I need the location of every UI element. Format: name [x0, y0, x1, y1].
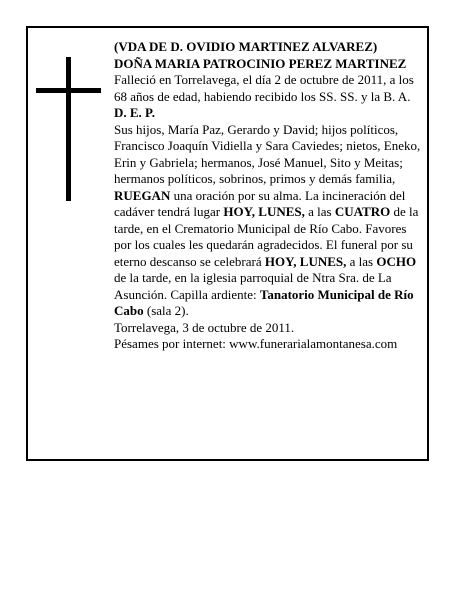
obituary-notice	[26, 26, 429, 461]
request-text-5: de la tarde, en la iglesia parroquial de Ntra Sra. de La Asunción. Capilla ardiente:	[114, 270, 392, 302]
condolences-line: Pésames por internet: www.funerarialamontanesa.com	[114, 336, 398, 351]
request-text-1: una oración por su alma. La incineración del cadáver tendrá lugar	[114, 187, 406, 219]
today-monday-text-2: HOY, LUNES,	[264, 253, 347, 269]
request-text-6: (sala 2).	[143, 303, 189, 318]
funeral-home-name: Tanatorio Municipal de Río Cabo	[114, 286, 414, 318]
hour-eight-text: OCHO	[376, 253, 417, 269]
request-text-3: de la tarde, en el Crematorio Municipal de Río Cabo. Favores por los cuales les quedarán agradecidos. El funeral por su eterno descanso se celebrará	[114, 204, 419, 269]
hour-four-text: CUATRO	[334, 204, 391, 219]
place-date: Torrelavega, 3 de octubre de 2011.	[114, 319, 295, 335]
request-text-2: a las	[304, 204, 335, 219]
family-paragraph: Sus hijos, María Paz, Gerardo y David; hijos políticos, Francisco Joaquín Vidiella y Sara Caviedes; nietos, Eneko, Erin y Gabriela; hermanos, José Manuel, Sito y Meitas; hermanos políticos, sobrinos, primos y demás familia,	[114, 121, 421, 186]
notice-text	[114, 39, 424, 353]
request-paragraph	[114, 188, 424, 320]
cross-icon	[66, 57, 71, 201]
ruegan-text: RUEGAN	[114, 187, 171, 203]
request-text-4: a las	[346, 253, 377, 269]
death-info: Falleció en Torrelavega, el día 2 de octubre de 2011, a los 68 años de edad, habiendo recibido los SS. SS. y la B. A.	[114, 72, 414, 104]
cross-icon-bar	[36, 88, 101, 93]
today-monday-text-1: HOY, LUNES,	[223, 204, 305, 219]
deceased-name: DOÑA MARIA PATROCINIO PEREZ MARTINEZ	[114, 55, 407, 71]
dep-line: D. E. P.	[114, 105, 156, 120]
header-line: (VDA DE D. OVIDIO MARTINEZ ALVAREZ)	[114, 39, 378, 54]
